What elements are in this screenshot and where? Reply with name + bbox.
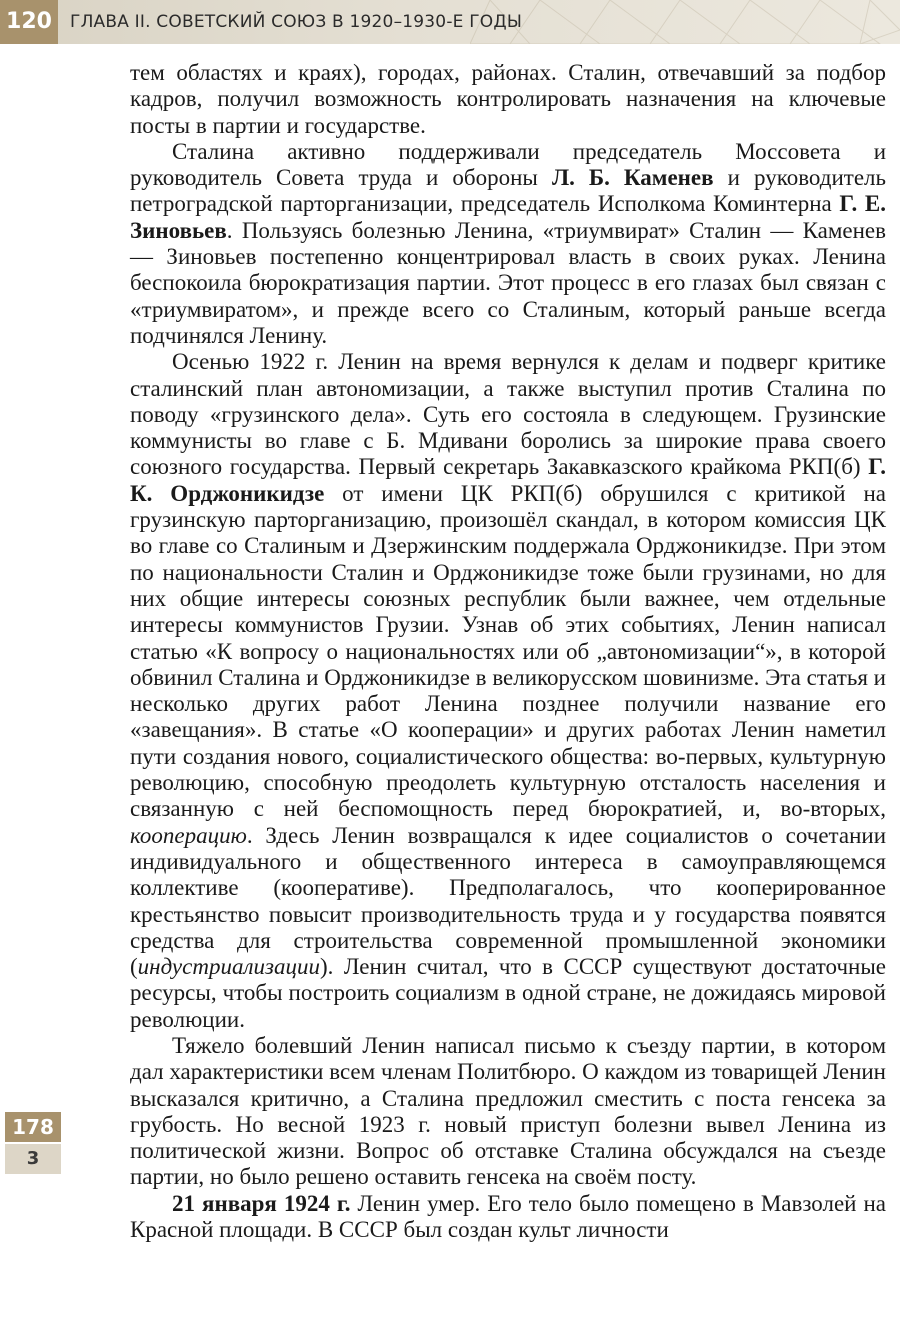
paragraph <box>130 349 886 1033</box>
bold-term: 21 января 1924 г. <box>172 1190 351 1216</box>
paragraph <box>130 1191 886 1244</box>
paragraph <box>130 60 886 139</box>
ornament-pattern <box>470 0 900 44</box>
bold-term: Л. Б. Каменев <box>551 165 714 191</box>
paragraph <box>130 1033 886 1191</box>
bold-term: Г. Е. Зиновьев <box>130 191 886 243</box>
text-run: Сталина активно поддерживали председатель Моссовета и руководитель Совета труда и обороны <box>130 138 886 191</box>
italic-term: индустриализации <box>137 954 320 980</box>
page-number: 120 <box>0 0 58 44</box>
page-header <box>0 0 900 44</box>
body-text <box>130 60 886 1243</box>
text-run: от имени ЦК РКП(б) обрушился с критикой на грузинскую парторганизацию, произошёл скандал, в котором комиссия ЦК во главе со Сталиным и Дзержинским поддержала Орджоникидзе. При этом по национальности Сталин и Орджоникидзе тоже были грузинами, но для них общие интересы союзных республик были важнее, чем отдельные интересы коммунистов Грузии. Узнав об этих событиях, Ленин написал статью «К вопросу о национальностях или об „автономизации“», в которой обвинил Сталина и Орджоникидзе в великорусском шовинизме. Эта статья и несколько других работ Ленина позднее получили название его «завещания». В статье «О кооперации» и других работах Ленин наметил пути создания нового, социалистического общества: во-первых, культурную революцию, способную преодолеть культурную отсталость населения и связанную с ней беспомощность перед бюрократией, и, во-вторых, <box>130 480 886 822</box>
chapter-title: ГЛАВА II. СОВЕТСКИЙ СОЮЗ В 1920–1930-Е ГОДЫ <box>70 12 523 32</box>
text-run: Тяжело болевший Ленин написал письмо к съезду партии, в котором дал характеристики всем членам Политбюро. О каждом из товарищей Ленин высказался критично, а Сталина предложил сместить с поста генсека за грубость. Но весной 1923 г. новый приступ болезни вывел Ленина из политической жизни. Вопрос об отставке Сталина обсуждался на съезде партии, но было решено оставить генсека на своём посту. <box>130 1032 886 1190</box>
side-badge-top: 178 <box>5 1112 61 1142</box>
italic-term: кооперацию <box>130 822 247 848</box>
text-run: ). Ленин считал, что в СССР существуют достаточные ресурсы, чтобы построить социализм в одной стране, не дожидаясь мировой революции. <box>130 954 886 1032</box>
text-run: . Здесь Ленин возвращался к идее социалистов о сочетании индивидуального и общественного интереса в самоуправляющемся коллективе (кооперативе). Предполагалось, что кооперированное крестьянство повысит производительность труда и у государства появятся средства для строительства современной промышленной экономики ( <box>130 822 886 980</box>
text-run: . Пользуясь болезнью Ленина, «триумвират» Сталин — Каменев — Зиновьев постепенно концентрировал власть в своих руках. Ленина беспокоила бюрократизация партии. Этот процесс в его глазах был связан с «триумвиратом», и прежде всего со Сталиным, который раньше всегда подчинялся Ленину. <box>130 217 886 348</box>
text-run: и руководитель петроградской парторганизации, председатель Исполкома Коминтерна <box>130 165 886 217</box>
paragraph <box>130 139 886 349</box>
side-badge-bottom: 3 <box>5 1144 61 1174</box>
text-run: тем областях и краях), городах, районах. Сталин, отвечавший за подбор кадров, получил возможность контролировать назначения на ключевые посты в партии и государстве. <box>130 60 886 138</box>
text-run: Ленин умер. Его тело было помещено в Мавзолей на Красной площади. В СССР был создан культ личности <box>130 1190 887 1243</box>
text-run: Осенью 1922 г. Ленин на время вернулся к делам и подверг критике сталинский план автономизации, а также выступил против Сталина по поводу «грузинского дела». Суть его состояла в следующем. Грузинские коммунисты во главе с Б. Мдивани боролись за широкие права своего союзного государства. Первый секретарь Закавказского крайкома РКП(б) <box>130 349 886 480</box>
bold-term: Г. К. Орджоникидзе <box>130 454 886 506</box>
